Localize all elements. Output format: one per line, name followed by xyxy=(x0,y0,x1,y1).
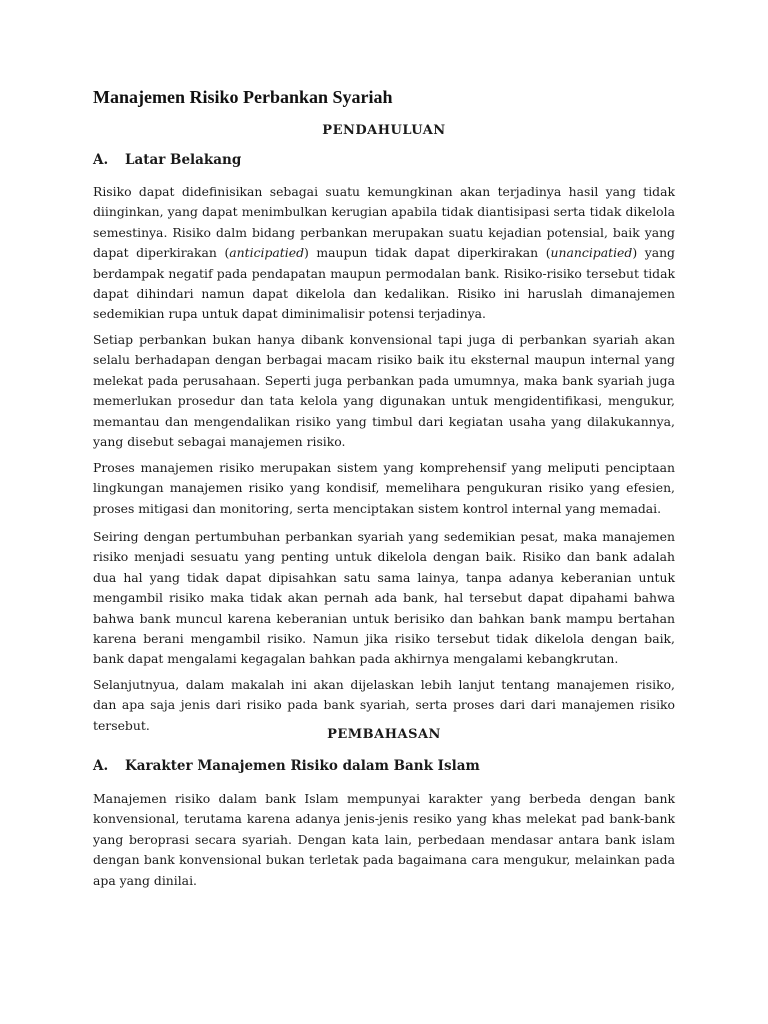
paragraph-latar-belakang-1 xyxy=(93,182,675,325)
section-heading-pendahuluan: PENDAHULUAN xyxy=(322,123,446,138)
document-title: Manajemen Risiko Perbankan Syariah xyxy=(93,87,393,107)
italic-term-anticipatied: anticipatied xyxy=(229,245,305,261)
paragraph-text: ) maupun tidak dapat diperkirakan ( xyxy=(304,245,551,261)
italic-term-unancipatied: unancipatied xyxy=(550,245,633,261)
subsection-heading-latar-belakang xyxy=(93,152,241,169)
subsection-heading-karakter xyxy=(93,758,480,775)
paragraph-karakter-1: Manajemen risiko dalam bank Islam mempunyai karakter yang berbeda dengan bank konvensional, terutama karena adanya jenis-jenis resiko yang khas melekat pad bank-bank yang beroprasi secara syariah. Dengan kata lain, perbedaan mendasar antara bank islam dengan bank konvensional bukan terletak pada bagaimana cara mengukur, melainkan pada apa yang dinilai. xyxy=(93,791,675,888)
subsection-letter: A. xyxy=(93,152,109,168)
paragraph-latar-belakang-2: Setiap perbankan bukan hanya dibank konvensional tapi juga di perbankan syariah akan selalu berhadapan dengan berbagai macam risiko baik itu eksternal maupun internal yang melekat pada perusahaan. Seperti juga perbankan pada umumnya, maka bank syariah juga memerlukan prosedur dan tata kelola yang digunakan untuk mengidentifikasi, mengukur, memantau dan mengendalikan risiko yang timbul dari kegiatan usaha yang dilakukannya, yang disebut sebagai manajemen risiko. xyxy=(93,332,675,450)
paragraph-text: Risiko dapat didefinisikan sebagai suatu kemungkinan akan terjadinya hasil yang tidak diinginkan, yang dapat menimbulkan kerugian apabila tidak diantisipasi serta tidak dikelola semestinya. Risiko dalm bidang perbankan merupakan suatu kejadian potensial, baik yang dapat diperkirakan ( xyxy=(93,184,675,261)
paragraph-latar-belakang-4: Seiring dengan pertumbuhan perbankan syariah yang sedemikian pesat, maka manajemen risiko menjadi sesuatu yang penting untuk dikelola dengan baik. Risiko dan bank adalah dua hal yang tidak dapat dipisahkan satu sama lainya, tanpa adanya keberanian untuk mengambil risiko maka tidak akan pernah ada bank, hal tersebut dapat dipahami bahwa bahwa bank muncul karena keberanian untuk berisiko dan bahkan bank mampu bertahan karena berani mengambil risiko. Namun jika risiko tersebut tidak dikelola dengan baik, bank dapat mengalami kegagalan bahkan pada akhirnya mengalami kebangkrutan. xyxy=(93,529,675,667)
section-heading-pembahasan: PEMBAHASAN xyxy=(327,727,441,742)
subsection-letter: A. xyxy=(93,758,109,774)
subsection-title: Latar Belakang xyxy=(125,152,242,168)
paragraph-latar-belakang-5: Selanjutnyua, dalam makalah ini akan dijelaskan lebih lanjut tentang manajemen risiko, dan apa saja jenis dari risiko pada bank syariah, serta proses dari dari manajemen risiko tersebut. xyxy=(93,677,675,733)
paragraph-text: ) yang berdampak negatif pada pendapatan maupun permodalan bank. Risiko-risiko tersebut tidak dapat dihindari namun dapat dikelola dan kedalikan. Risiko ini haruslah dimanajemen sedemikian rupa untuk dapat diminimalisir potensi terjadinya. xyxy=(93,245,675,322)
paragraph-latar-belakang-3: Proses manajemen risiko merupakan sistem yang komprehensif yang meliputi penciptaan lingkungan manajemen risiko yang kondisif, memelihara pengukuran risiko yang efesien, proses mitigasi dan monitoring, serta menciptakan sistem kontrol internal yang memadai. xyxy=(93,460,675,516)
subsection-title: Karakter Manajemen Risiko dalam Bank Islam xyxy=(125,758,480,774)
